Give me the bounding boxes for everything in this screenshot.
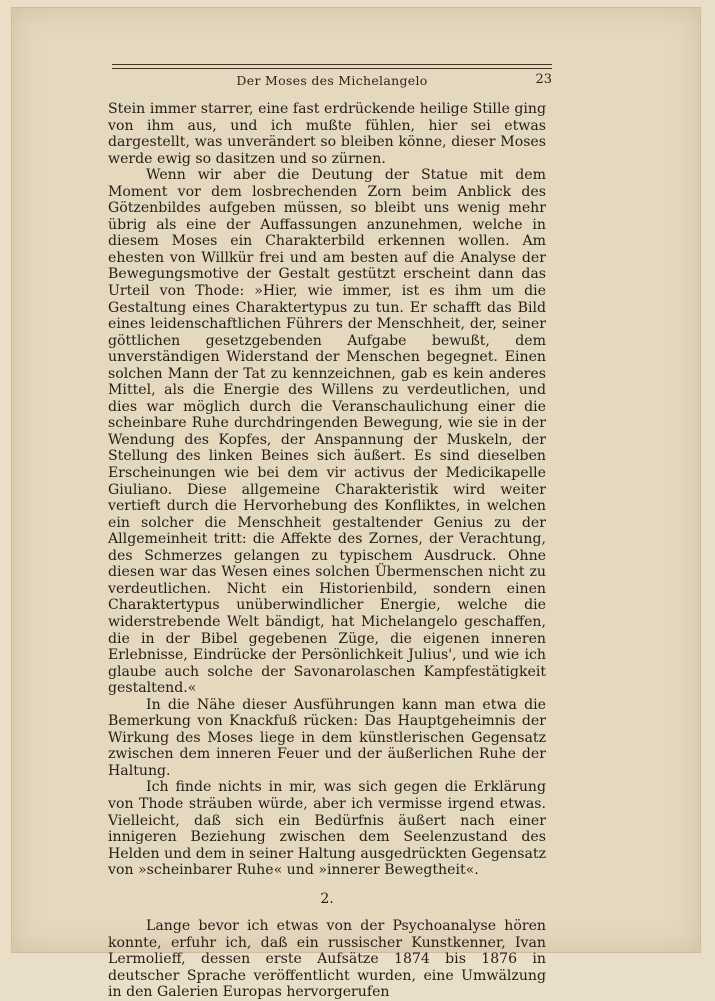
paragraph-continued: Stein immer starrer, eine fast erdrückende heilige Stille ging von ihm aus, und ich mußte fühlen, hier sei etwas dargestellt, was unverändert so bleiben könne, dieser Moses werde ewig so dasitzen und so zürnen. [108,101,546,167]
paragraph-own-view: Ich finde nichts in mir, was sich gegen die Erklärung von Thode sträuben würde, aber ich vermisse irgend etwas. Vielleicht, daß sich ein Bedürfnis äußert nach einer innigeren Beziehung zwischen dem Seelenzustand des Helden und dem in seiner Haltung ausgedrückten Gegensatz von »scheinbarer Ruhe« und »innerer Bewegtheit«. [108,779,546,879]
paragraph-knackfuss: In die Nähe dieser Ausführungen kann man etwa die Bemerkung von Knackfuß rücken: Das Hauptgeheimnis der Wirkung des Moses liege in dem künstlerischen Gegensatz zwischen dem inneren Feuer und der äußerlichen Ruhe der Haltung. [108,696,546,779]
running-header [112,64,552,91]
page-body [108,101,546,1001]
running-title: Der Moses des Michelangelo [236,73,428,88]
header-rule [112,68,552,69]
paragraph-thode: Wenn wir aber die Deutung der Statue mit dem Moment vor dem losbrechenden Zorn beim Anblick des Götzenbildes aufgeben müssen, so bleibt uns wenig mehr übrig als eine der Auffassungen anzunehmen, welche in diesem Moses ein Charakterbild erkennen wollen. Am ehesten von Willkür frei und am besten auf die Analyse der Bewegungsmotive der Gestalt gestützt erscheint dann das Urteil von Thode: »Hier, wie immer, ist es ihm um die Gestaltung eines Charaktertypus zu tun. Er schafft das Bild eines leidenschaftlichen Führers der Menschheit, der, seiner göttlichen gesetzgebenden Aufgabe bewußt, dem unverständigen Widerstand der Menschen begegnet. Einen solchen Mann der Tat zu kennzeichnen, gab es kein anderes Mittel, als die Energie des Willens zu verdeutlichen, und dies war möglich durch die Veranschaulichung einer die scheinbare Ruhe durchdringenden Bewegung, wie sie in der Wendung des Kopfes, der Anspannung der Muskeln, der Stellung des linken Beines sich äußert. Es sind dieselben Erscheinungen wie bei dem vir activus der Medicikapelle Giuliano. Diese allgemeine Charakteristik wird weiter vertieft durch die Hervorhebung des Konfliktes, in welchen ein solcher die Menschheit gestaltender Genius zu der Allgemeinheit tritt: die Affekte des Zornes, der Verachtung, des Schmerzes gelangen zu typischem Ausdruck. Ohne diesen war das Wesen eines solchen Übermenschen nicht zu verdeutlichen. Nicht ein Historienbild, sondern einen Charaktertypus unüberwindlicher Energie, welche die widerstrebende Welt bändigt, hat Michelangelo geschaffen, die in der Bibel gegebenen Züge, die eigenen inneren Erlebnisse, Eindrücke der Persönlichkeit Julius', und wie ich glaube auch solche der Savonarolaschen Kampfestätigkeit gestaltend.« [108,167,546,697]
paragraph-lermolieff: Lange bevor ich etwas von der Psychoanalyse hören konnte, erfuhr ich, daß ein russischer Kunstkenner, Ivan Lermolieff, dessen erste Aufsätze 1874 bis 1876 in deutscher Sprache veröffentlicht wurden, eine Umwälzung in den Galerien Europas hervorgerufen [108,918,546,1001]
page-number: 23 [535,72,552,87]
section-number: 2. [320,890,334,907]
